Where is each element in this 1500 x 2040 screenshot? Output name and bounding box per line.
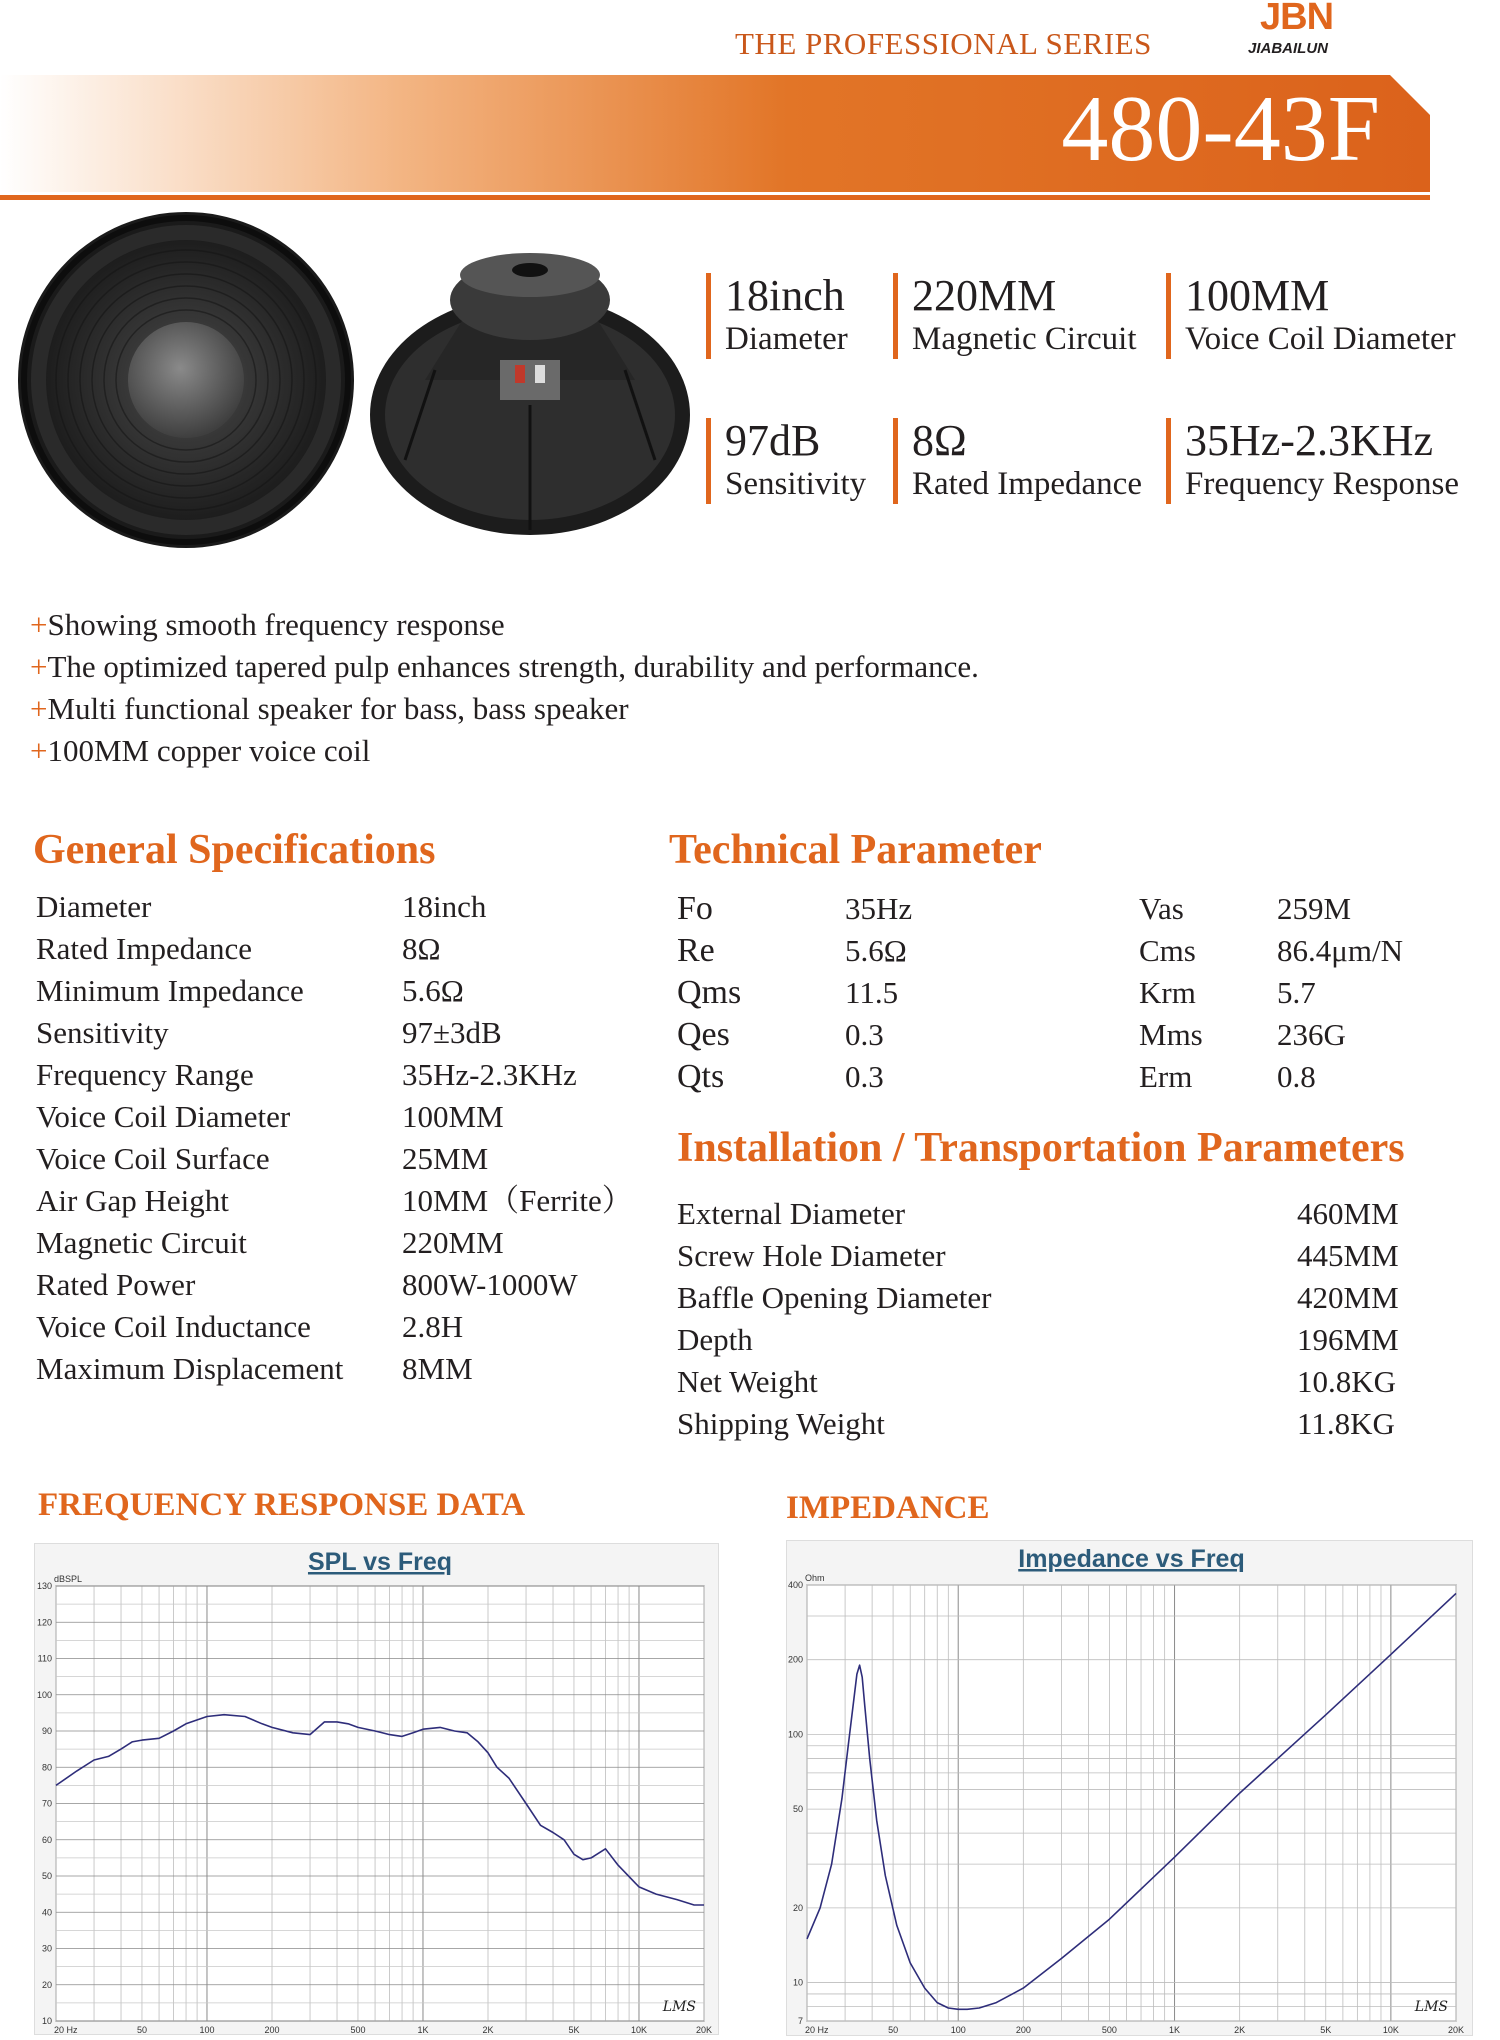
table-row — [677, 930, 1403, 972]
x-tick-label: 500 — [350, 2025, 366, 2034]
install-label: Depth — [677, 1322, 753, 1357]
x-tick-label: 100 — [199, 2025, 215, 2034]
install-value: 460MM — [1297, 1196, 1399, 1231]
param-name: Krm — [1139, 975, 1196, 1010]
brand-mark: JBN — [1260, 0, 1334, 38]
spec-label: Sensitivity — [36, 1015, 169, 1050]
y-tick-label: 200 — [787, 1654, 803, 1665]
param-value: 86.4μm/N — [1277, 933, 1403, 968]
spec-value: 220MM — [402, 1225, 504, 1260]
x-tick-label: 50 — [888, 2025, 899, 2035]
install-label: Screw Hole Diameter — [677, 1238, 946, 1273]
param-value: 259M — [1277, 891, 1352, 926]
table-row — [36, 1096, 633, 1138]
param-value: 5.6Ω — [845, 933, 907, 968]
param-value: 0.3 — [845, 1059, 884, 1094]
table-row — [36, 1054, 633, 1096]
key-spec-sensitivity — [706, 418, 866, 504]
feature-item: +Multi functional speaker for bass, bass speaker — [30, 691, 629, 726]
param-name: Vas — [1139, 891, 1184, 926]
x-tick-label: 2K — [482, 2025, 494, 2034]
spec-value: 5.6Ω — [402, 973, 464, 1008]
table-row — [36, 1222, 633, 1264]
table-row — [677, 1193, 1399, 1235]
table-row — [677, 1235, 1399, 1277]
spec-value: 8Ω — [402, 931, 441, 966]
spec-value: 25MM — [402, 1141, 489, 1176]
spec-value: 2.8H — [402, 1309, 464, 1344]
feature-item: +100MM copper voice coil — [30, 733, 371, 768]
y-tick-label: 50 — [792, 1804, 803, 1815]
y-tick-label: 30 — [41, 1943, 52, 1954]
y-tick-label: 130 — [36, 1581, 52, 1591]
plot-area — [807, 1585, 1456, 2021]
install-label: Shipping Weight — [677, 1406, 885, 1441]
x-tick-label: 100 — [950, 2025, 966, 2035]
spl-chart — [35, 1544, 718, 2034]
param-value: 0.3 — [845, 1017, 884, 1052]
technical-table — [677, 888, 1403, 1098]
spec-value: 35Hz-2.3KHz — [402, 1057, 577, 1092]
param-value: 5.7 — [1277, 975, 1316, 1010]
table-row — [677, 1319, 1399, 1361]
spec-value: 10MM（Ferrite） — [402, 1183, 633, 1218]
model-number: 480-43F — [1061, 77, 1380, 181]
general-specs-table — [36, 886, 633, 1390]
param-name: Qts — [677, 1058, 725, 1095]
y-tick-label: 40 — [41, 1907, 52, 1918]
y-axis-label: dBSPL — [54, 1574, 83, 1584]
spec-value: 800W-1000W — [402, 1267, 578, 1302]
table-row — [677, 1277, 1399, 1319]
spec-label: Rated Impedance — [36, 931, 253, 966]
y-tick-label: 110 — [37, 1653, 52, 1664]
key-spec-impedance — [893, 418, 1142, 504]
table-row — [677, 1403, 1399, 1445]
speaker-front-image — [14, 208, 359, 553]
install-value: 445MM — [1297, 1238, 1399, 1273]
key-spec-magnetic-circuit — [893, 273, 1137, 359]
y-tick-label: 20 — [792, 1902, 803, 1913]
brand-name: JIABAILUN — [1248, 40, 1329, 57]
param-name: Cms — [1139, 933, 1196, 968]
key-spec-label: Sensitivity — [725, 466, 867, 502]
chart-title: SPL vs Freq — [307, 1548, 453, 1576]
param-name: Qms — [677, 974, 742, 1011]
spec-label: Magnetic Circuit — [36, 1225, 247, 1260]
spec-label: Rated Power — [36, 1267, 196, 1302]
x-tick-label: 1K — [417, 2025, 429, 2034]
x-tick-label: 200 — [1015, 2025, 1031, 2035]
y-tick-label: 50 — [41, 1871, 52, 1881]
x-tick-label: 1K — [1169, 2025, 1181, 2035]
param-name: Fo — [677, 890, 713, 927]
lms-watermark: LMS — [1414, 1999, 1448, 2015]
x-tick-label: 2K — [1234, 2025, 1246, 2035]
x-tick-label: 20K — [1447, 2025, 1465, 2035]
table-row — [677, 888, 1403, 930]
table-row — [677, 1014, 1403, 1056]
spec-label: Voice Coil Surface — [36, 1141, 270, 1176]
table-row — [36, 928, 633, 970]
table-row — [36, 1264, 633, 1306]
y-tick-label: 10 — [41, 2016, 52, 2026]
param-value: 236G — [1277, 1017, 1346, 1052]
y-tick-label: 100 — [787, 1729, 803, 1740]
spec-value: 8MM — [402, 1351, 473, 1386]
key-spec-value: 35Hz-2.3KHz — [1185, 416, 1434, 465]
spec-value: 97±3dB — [402, 1015, 502, 1050]
key-spec-value: 8Ω — [912, 416, 967, 465]
table-row — [36, 1306, 633, 1348]
table-row — [36, 1180, 633, 1222]
table-row — [677, 972, 1403, 1014]
spec-label: Diameter — [36, 889, 152, 924]
chart-title: Impedance vs Freq — [1018, 1545, 1245, 1573]
feature-list — [30, 604, 979, 772]
y-tick-label: 7 — [797, 2016, 803, 2026]
table-row — [36, 970, 633, 1012]
x-tick-label: 5K — [568, 2025, 580, 2034]
install-label: Net Weight — [677, 1364, 818, 1399]
spec-label: Minimum Impedance — [36, 973, 304, 1008]
y-axis-label: Ohm — [805, 1573, 825, 1583]
key-spec-label: Rated Impedance — [912, 466, 1142, 502]
x-tick-label: 20 Hz — [805, 2025, 829, 2035]
installation-table — [677, 1193, 1399, 1445]
install-value: 420MM — [1297, 1280, 1399, 1315]
table-row — [36, 886, 633, 928]
spec-label: Maximum Displacement — [36, 1351, 344, 1386]
install-label: Baffle Opening Diameter — [677, 1280, 992, 1315]
spec-label: Air Gap Height — [36, 1183, 229, 1218]
freq-response-heading: FREQUENCY RESPONSE DATA — [38, 1487, 526, 1523]
key-spec-value: 220MM — [912, 271, 1057, 320]
lms-watermark: LMS — [662, 1999, 696, 2015]
impedance-chart — [787, 1541, 1472, 2035]
y-tick-label: 100 — [36, 1689, 52, 1700]
install-label: External Diameter — [677, 1196, 906, 1231]
key-spec-value: 18inch — [725, 271, 845, 320]
y-tick-label: 120 — [36, 1617, 52, 1628]
table-row — [36, 1138, 633, 1180]
key-spec-voice-coil — [1166, 273, 1456, 359]
key-spec-label: Magnetic Circuit — [912, 321, 1137, 357]
y-tick-label: 20 — [41, 1979, 52, 1990]
install-value: 10.8KG — [1297, 1364, 1397, 1399]
y-tick-label: 10 — [792, 1977, 803, 1988]
param-name: Qes — [677, 1016, 730, 1053]
spec-label: Voice Coil Diameter — [36, 1099, 291, 1134]
y-tick-label: 400 — [787, 1580, 803, 1590]
param-name: Mms — [1139, 1017, 1203, 1052]
impedance-heading: IMPEDANCE — [786, 1490, 990, 1526]
x-tick-label: 500 — [1101, 2025, 1117, 2035]
spl-chart-panel — [34, 1543, 719, 2035]
x-tick-label: 5K — [1320, 2025, 1332, 2035]
speaker-back-image — [365, 240, 695, 540]
x-tick-label: 20K — [695, 2025, 713, 2034]
spec-label: Voice Coil Inductance — [36, 1309, 311, 1344]
technical-heading: Technical Parameter — [669, 827, 1042, 873]
brand-logo — [1248, 0, 1398, 60]
install-value: 196MM — [1297, 1322, 1399, 1357]
spec-value: 18inch — [402, 889, 487, 924]
installation-heading: Installation / Transportation Parameters — [677, 1125, 1405, 1171]
table-row — [677, 1056, 1403, 1098]
x-tick-label: 200 — [264, 2025, 280, 2034]
impedance-chart-panel — [786, 1540, 1473, 2036]
key-spec-value: 100MM — [1185, 271, 1330, 320]
param-value: 11.5 — [845, 975, 899, 1010]
x-tick-label: 10K — [630, 2025, 647, 2034]
y-tick-label: 70 — [41, 1798, 52, 1809]
spec-label: Frequency Range — [36, 1057, 254, 1092]
install-value: 11.8KG — [1297, 1406, 1395, 1441]
x-tick-label: 50 — [136, 2025, 147, 2034]
key-spec-label: Diameter — [725, 321, 848, 357]
feature-item: +The optimized tapered pulp enhances strength, durability and performance. — [30, 649, 979, 684]
y-tick-label: 80 — [41, 1762, 52, 1773]
param-name: Erm — [1139, 1059, 1193, 1094]
param-value: 0.8 — [1277, 1059, 1316, 1094]
x-tick-label: 10K — [1382, 2025, 1399, 2035]
key-spec-label: Voice Coil Diameter — [1185, 321, 1456, 357]
key-spec-label: Frequency Response — [1185, 466, 1460, 502]
param-value: 35Hz — [845, 891, 913, 926]
spec-value: 100MM — [402, 1099, 504, 1134]
key-spec-value: 97dB — [725, 416, 821, 465]
key-spec-frequency — [1166, 418, 1459, 504]
table-row — [36, 1012, 633, 1054]
table-row — [677, 1361, 1399, 1403]
general-specs-heading: General Specifications — [33, 827, 436, 873]
table-row — [36, 1348, 633, 1390]
y-tick-label: 60 — [41, 1834, 52, 1845]
y-tick-label: 90 — [41, 1726, 52, 1736]
feature-item: +Showing smooth frequency response — [30, 607, 505, 642]
key-spec-diameter — [706, 273, 848, 359]
series-title: THE PROFESSIONAL SERIES — [735, 26, 1152, 61]
x-tick-label: 20 Hz — [54, 2025, 78, 2034]
param-name: Re — [677, 932, 715, 969]
